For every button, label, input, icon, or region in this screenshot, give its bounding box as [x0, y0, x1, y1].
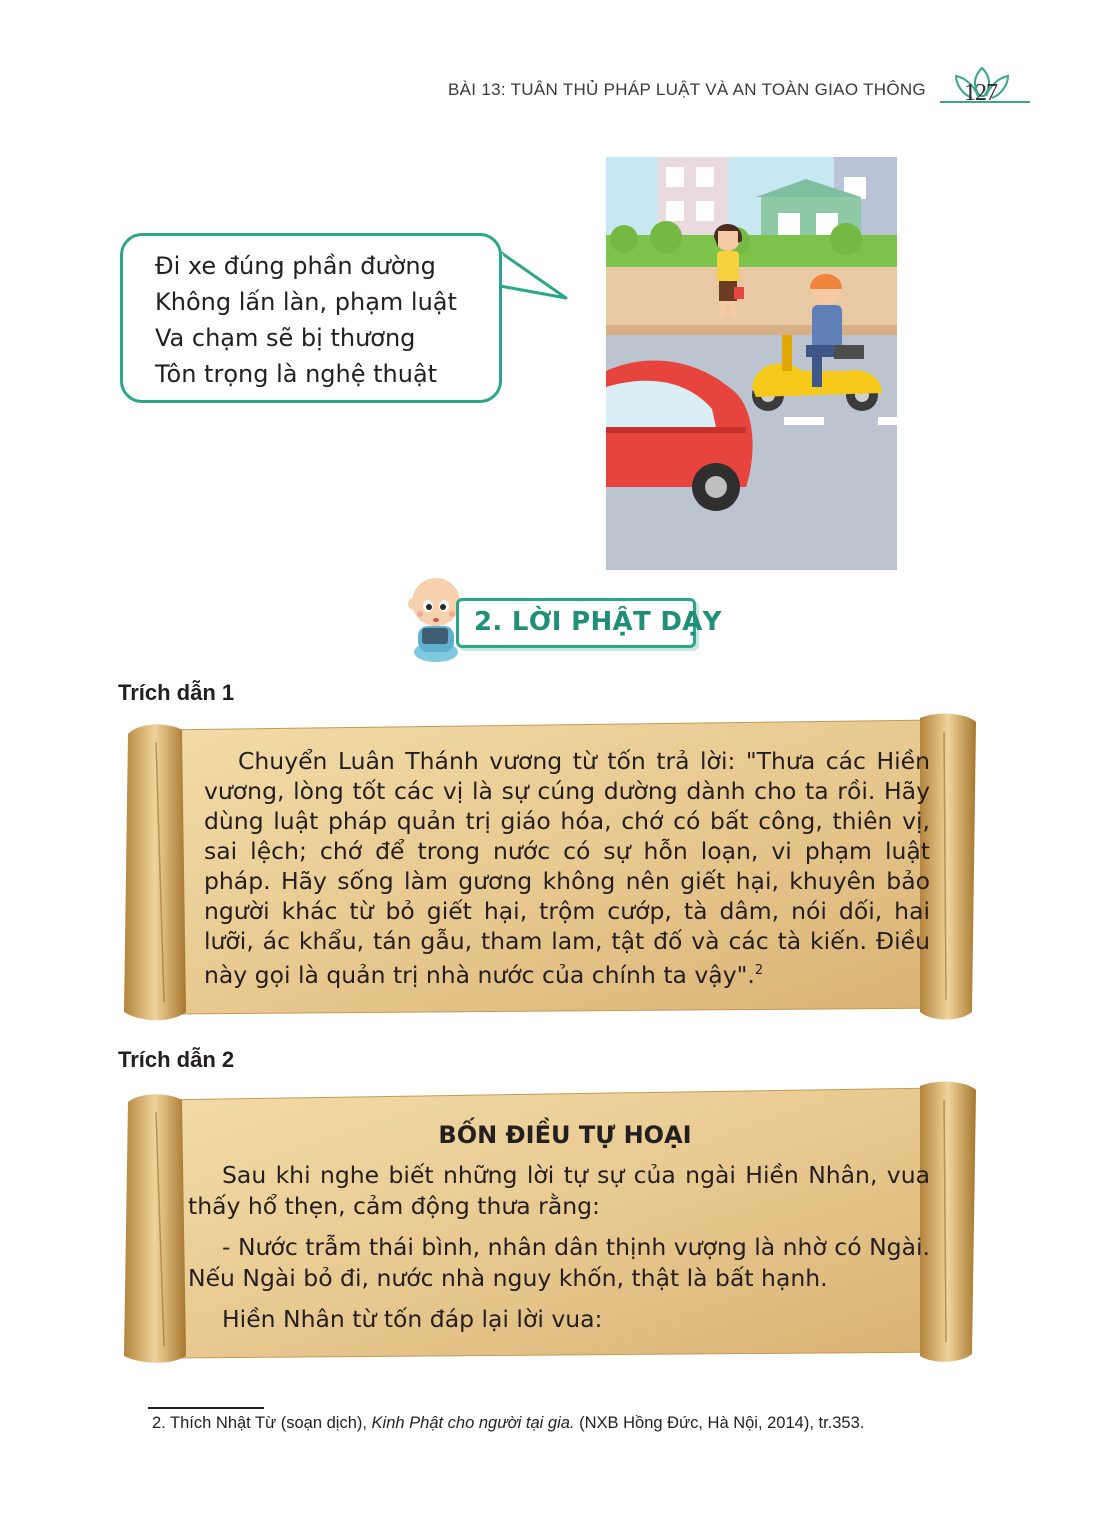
street-illustration: [606, 157, 897, 570]
quote-label: Trích dẫn 1: [118, 680, 235, 705]
footnote-suffix: (NXB Hồng Đức, Hà Nội, 2014), tr.353.: [574, 1414, 865, 1432]
poem-line: Va chạm sẽ bị thương: [155, 324, 416, 352]
footnote-prefix: 2. Thích Nhật Từ (soạn dịch),: [152, 1414, 372, 1432]
speech-bubble: [120, 233, 502, 403]
story-paragraph: Sau khi nghe biết những lời tự sự của ngài Hiền Nhân, vua thấy hổ thẹn, cảm động thưa rằng:: [188, 1161, 930, 1220]
story-paragraph: Hiền Nhân từ tốn đáp lại lời vua:: [222, 1305, 603, 1333]
quote-text: [204, 746, 930, 990]
bubble-tail: [498, 240, 570, 310]
chapter-title: BÀI 13: TUÂN THỦ PHÁP LUẬT VÀ AN TOÀN GIAO THÔNG: [448, 80, 926, 99]
quote-label: Trích dẫn 2: [118, 1047, 235, 1072]
footnote: [152, 1414, 864, 1433]
footnote-book-title: Kinh Phật cho người tại gia.: [371, 1414, 575, 1432]
footnote-ref: 2: [754, 963, 764, 978]
poem-line: Tôn trọng là nghệ thuật: [155, 360, 438, 388]
story-title: BỐN ĐIỀU TỰ HOẠI: [438, 1121, 692, 1149]
poem-line: Đi xe đúng phần đường: [155, 252, 436, 280]
page-number: 127: [964, 80, 997, 106]
story-text: [188, 1160, 930, 1345]
section-title: 2. LỜI PHẬT DẠY: [474, 607, 722, 637]
quote-body: Chuyển Luân Thánh vương từ tốn trả lời: "Thưa các Hiền vương, lòng tốt các vị là sự cúng dường dành cho ta rồi. Hãy dùng luật pháp quản trị giáo hóa, chớ có bất công, thiên vị, sai lệch; chớ để trong nước có sự hỗn loạn, vi phạm luật pháp. Hãy sống làm gương không nên giết hại, khuyên bảo người khác từ bỏ giết hại, trộm cướp, tà dâm, nói dối, hai lưỡi, ác khẩu, tán gẫu, tham lam, tật đố và các tà kiến. Điều này gọi là quản trị nhà nước của chính ta vậy".: [204, 747, 930, 989]
footnote-rule: [148, 1407, 264, 1409]
story-paragraph: - Nước trẫm thái bình, nhân dân thịnh vượng là nhờ có Ngài. Nếu Ngài bỏ đi, nước nhà nguy khốn, thật là bất hạnh.: [188, 1233, 930, 1292]
poem-line: Không lấn làn, phạm luật: [155, 288, 457, 316]
